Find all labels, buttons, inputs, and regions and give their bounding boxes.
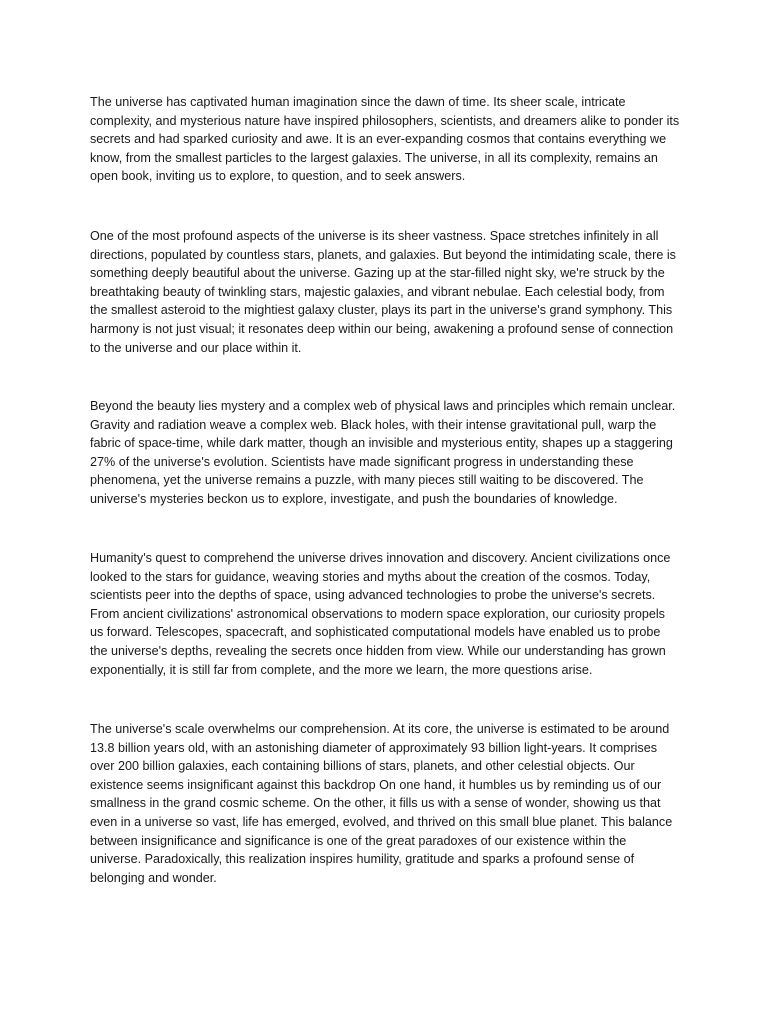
paragraph-3: Beyond the beauty lies mystery and a complex web of physical laws and principles which remain unclear. Gravity and radiation weave a complex web. Black holes, with their intense gravitational pull, warp the fabric of space-time, while dark matter, though an invisible and mysterious entity, shapes up a staggering 27% of the universe's evolution. Scientists have made significant progress in understanding these phenomena, yet the universe remains a puzzle, with many pieces still waiting to be discovered. The universe's mysteries beckon us to explore, investigate, and push the boundaries of knowledge. <box>90 399 676 506</box>
paragraph-2: One of the most profound aspects of the universe is its sheer vastness. Space stretches infinitely in all directions, populated by countless stars, planets, and galaxies. But beyond the intimidating scale, there is something deeply beautiful about the universe. Gazing up at the star-filled night sky, we're struck by the breathtaking beauty of twinkling stars, majestic galaxies, and vibrant nebulae. Each celestial body, from the smallest asteroid to the mightiest galaxy cluster, plays its part in the universe's grand symphony. This harmony is not just visual; it resonates deep within our being, awakening a profound sense of connection to the universe and our place within it. <box>90 229 676 355</box>
paragraph-4: Humanity's quest to comprehend the universe drives innovation and discovery. Ancient civilizations once looked to the stars for guidance, weaving stories and myths about the creation of the cosmos. Today, scientists peer into the depths of space, using advanced technologies to probe the universe's secrets. From ancient civilizations' astronomical observations to modern space exploration, our curiosity propels us forward. Telescopes, spacecraft, and sophisticated computational models have enabled us to probe the universe's depths, revealing the secrets once hidden from view. While our understanding has grown exponentially, it is still far from complete, and the more we learn, the more questions arise. <box>90 551 671 677</box>
paragraph-1: The universe has captivated human imagination since the dawn of time. Its sheer scale, intricate complexity, and mysterious nature have inspired philosophers, scientists, and dreamers alike to ponder its secrets and had sparked curiosity and awe. It is an ever-expanding cosmos that contains everything we know, from the smallest particles to the largest galaxies. The universe, in all its complexity, remains an open book, inviting us to explore, to question, and to seek answers. <box>90 95 680 184</box>
paragraph-5: The universe's scale overwhelms our comprehension. At its core, the universe is estimated to be around 13.8 billion years old, with an astonishing diameter of approximately 93 billion light-years. It comprises over 200 billion galaxies, each containing billions of stars, planets, and other celestial objects. Our existence seems insignificant against this backdrop On one hand, it humbles us by reminding us of our smallness in the grand cosmic scheme. On the other, it fills us with a sense of wonder, showing us that even in a universe so vast, life has emerged, evolved, and thrived on this small blue planet. This balance between insignificance and significance is one of the great paradoxes of our existence within the universe. Paradoxically, this realization inspires humility, gratitude and sparks a profound sense of belonging and wonder. <box>90 722 673 885</box>
